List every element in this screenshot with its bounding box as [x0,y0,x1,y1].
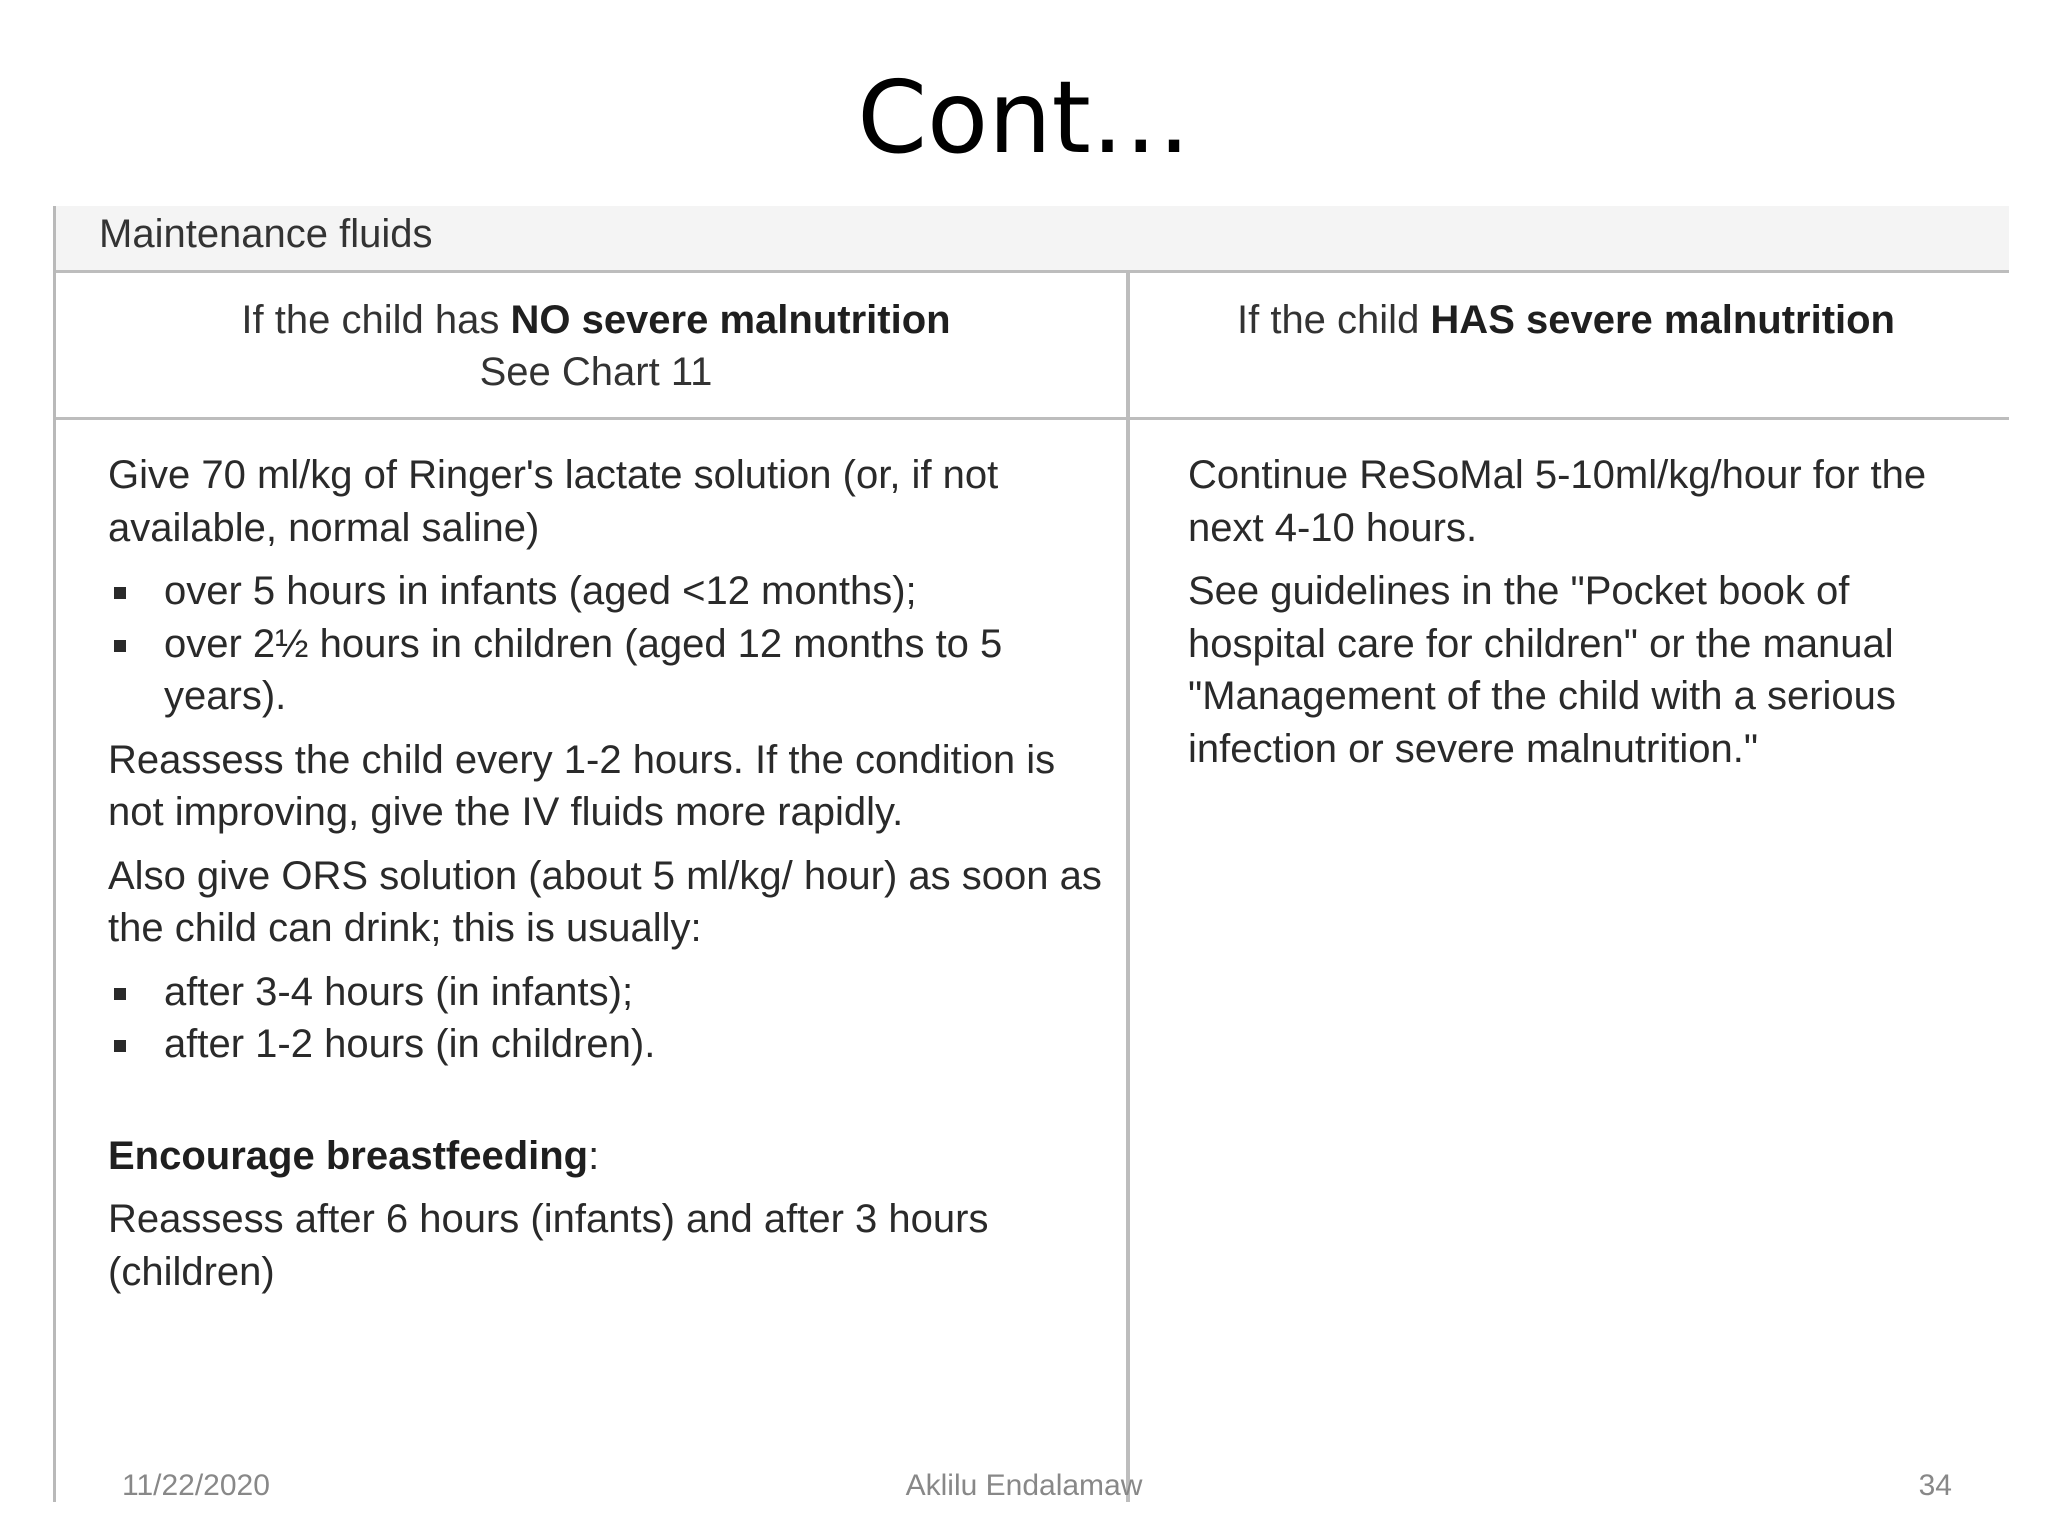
list-item [108,618,1118,723]
left-heading-prefix: If the child has [241,298,511,342]
column-divider [1126,270,1130,1502]
footer-date: 11/22/2020 [122,1469,270,1502]
encourage-breastfeeding-heading [108,1130,1118,1183]
list-item-text: after 1-2 hours (in children). [164,1022,656,1066]
right-heading-bold: HAS severe malnutrition [1430,298,1895,342]
table-header-label: Maintenance fluids [99,212,433,256]
table-header-band [56,206,2009,273]
square-bullet-icon [114,587,126,599]
right-paragraph-1: Continue ReSoMal 5-10ml/kg/hour for the next 4-10 hours. [1188,453,1927,550]
left-paragraph-2: Reassess the child every 1-2 hours. If the condition is not improving, give the IV fluids more rapidly. [108,737,1056,834]
footer-page-number: 34 [1918,1469,1952,1502]
right-column-body [1188,449,1988,786]
list-item [108,1018,1118,1071]
right-heading-prefix: If the child [1236,298,1431,342]
left-heading-bold: NO severe malnutrition [510,298,951,342]
square-bullet-icon [114,988,126,1000]
encourage-bold-text: Encourage breastfeeding [108,1133,589,1178]
list-item-text: over 5 hours in infants (aged <12 months); [164,569,917,613]
list-item [108,966,1118,1019]
list-item-text: over 2½ hours in children (aged 12 months to 5 years). [164,621,1003,718]
footer-author: Aklilu Endalamaw [905,1469,1143,1502]
list-item-text: after 3-4 hours (in infants); [164,969,634,1014]
square-bullet-icon [114,640,126,652]
list-item [108,565,1118,618]
maintenance-fluids-table [53,206,2009,1502]
infusion-time-list [108,565,1118,723]
encourage-colon: : [588,1133,600,1178]
left-heading-line2: See Chart 11 [479,350,713,394]
slide-title: Cont… [857,59,1191,176]
left-paragraph-4: Reassess after 6 hours (infants) and after 3 hours (children) [108,1197,989,1294]
square-bullet-icon [114,1040,126,1052]
left-paragraph-1: Give 70 ml/kg of Ringer's lactate solution (or, if not available, normal saline) [108,453,999,550]
spacer [108,1082,1118,1130]
left-column-heading [86,294,1106,398]
ors-timing-list [108,966,1118,1071]
right-paragraph-2: See guidelines in the "Pocket book of hospital care for children" or the manual "Management of the child with a serious infection or severe malnutrition." [1188,569,1896,771]
left-paragraph-3: Also give ORS solution (about 5 ml/kg/ hour) as soon as the child can drink; this is usually: [108,853,1102,950]
left-column-body [108,449,1118,1309]
right-column-heading [1156,294,1976,346]
row-divider [56,417,2009,420]
